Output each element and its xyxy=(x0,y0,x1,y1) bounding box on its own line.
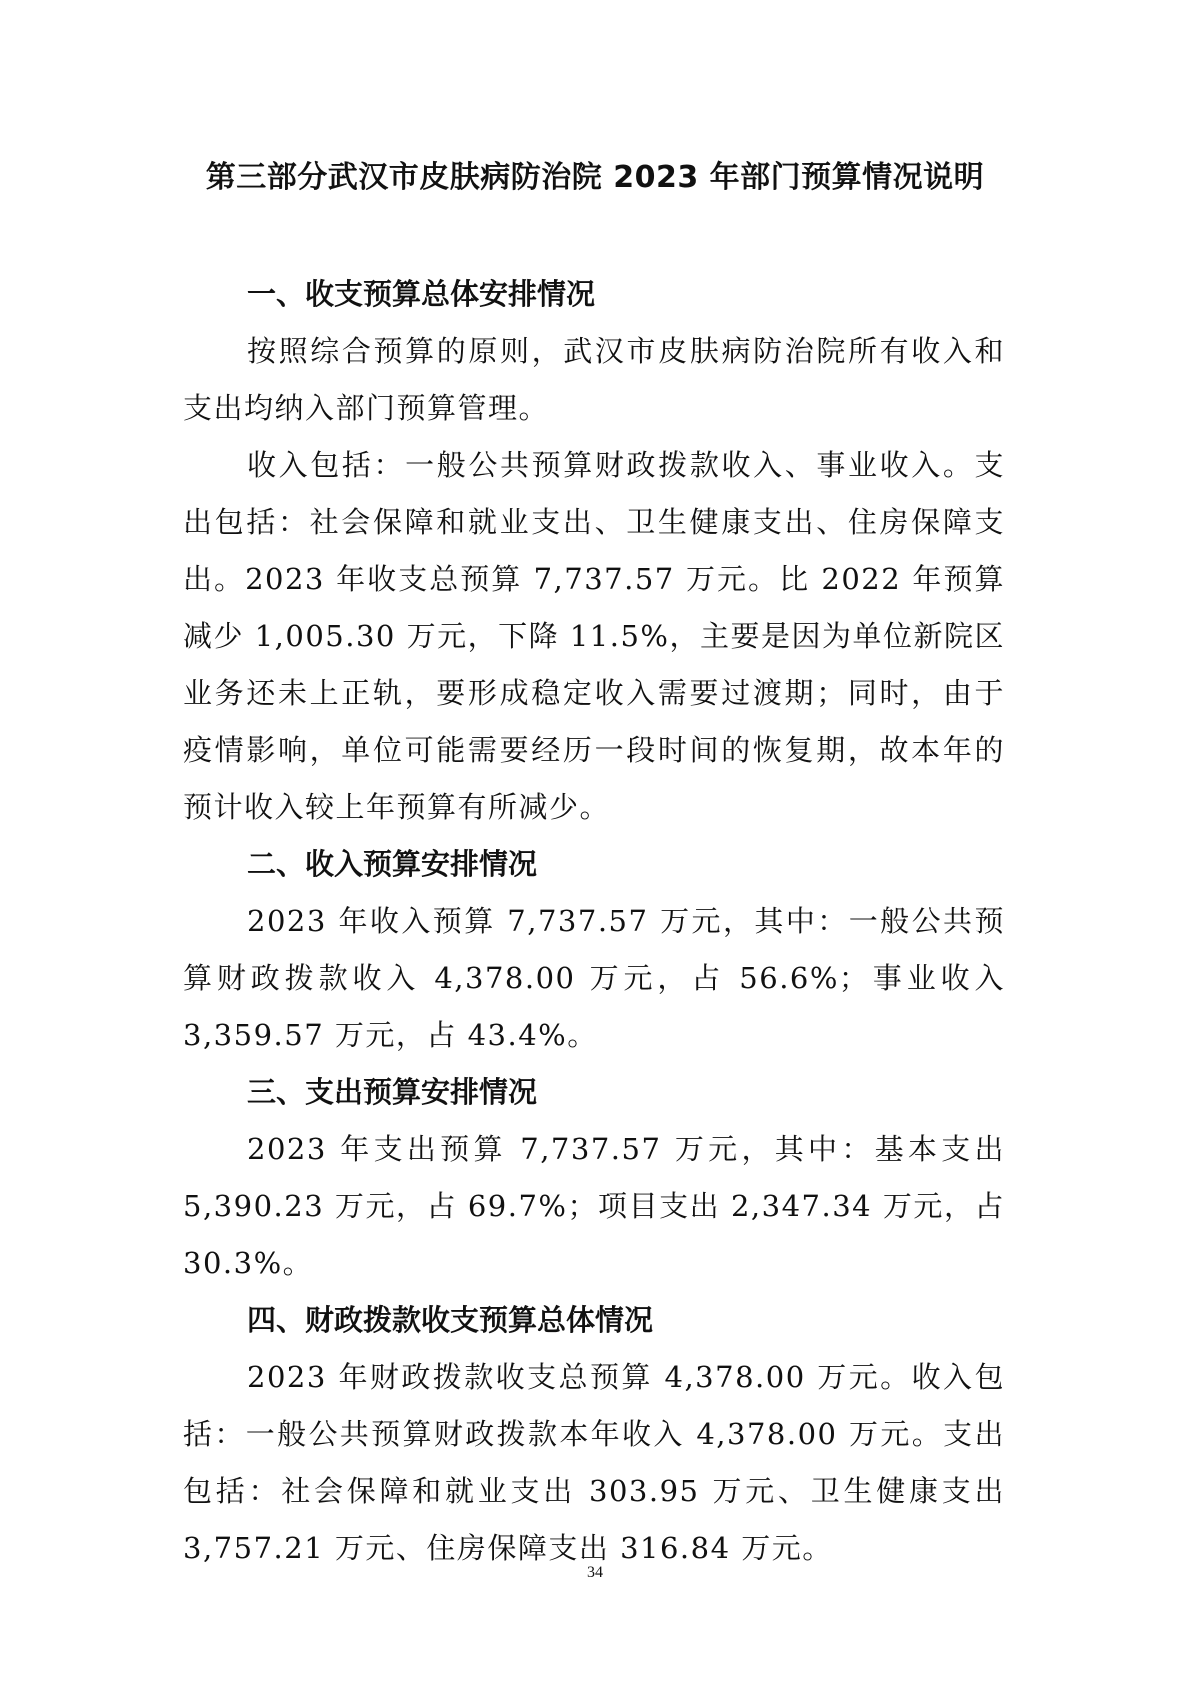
section-income xyxy=(183,836,1005,1064)
section-heading: 二、收入预算安排情况 xyxy=(247,847,538,881)
body-paragraph: 2023 年支出预算 7,737.57 万元，其中：基本支出 5,390.23 万元，占 69.7%；项目支出 2,347.34 万元，占 30.3%。 xyxy=(183,1132,1005,1280)
section-heading: 一、收支预算总体安排情况 xyxy=(247,277,596,311)
page-number: 34 xyxy=(587,1564,603,1581)
document-body xyxy=(183,266,1005,1577)
section-expenditure xyxy=(183,1064,1005,1292)
body-paragraph: 按照综合预算的原则，武汉市皮肤病防治院所有收入和支出均纳入部门预算管理。 xyxy=(183,334,1005,425)
document-title: 第三部分武汉市皮肤病防治院 2023 年部门预算情况说明 xyxy=(205,160,985,195)
section-heading: 三、支出预算安排情况 xyxy=(247,1075,538,1109)
body-paragraph: 2023 年收入预算 7,737.57 万元，其中：一般公共预算财政拨款收入 4,378.00 万元，占 56.6%；事业收入 3,359.57 万元，占 43.4%。 xyxy=(183,904,1005,1052)
section-overview xyxy=(183,266,1005,836)
section-fiscal-allocation xyxy=(183,1292,1005,1577)
body-paragraph: 2023 年财政拨款收支总预算 4,378.00 万元。收入包括：一般公共预算财政拨款本年收入 4,378.00 万元。支出包括：社会保障和就业支出 303.95 万元、卫生健康支出 3,757.21 万元、住房保障支出 316.84 万元。 xyxy=(183,1360,1005,1565)
section-heading: 四、财政拨款收支预算总体情况 xyxy=(247,1303,654,1337)
body-paragraph: 收入包括：一般公共预算财政拨款收入、事业收入。支出包括：社会保障和就业支出、卫生健康支出、住房保障支出。2023 年收支总预算 7,737.57 万元。比 2022 年预算减少 1,005.30 万元，下降 11.5%，主要是因为单位新院区业务还未上正轨，要形成稳定收入需要过渡期；同时，由于疫情影响，单位可能需要经历一段时间的恢复期，故本年的预计收入较上年预算有所减少。 xyxy=(183,448,1005,824)
